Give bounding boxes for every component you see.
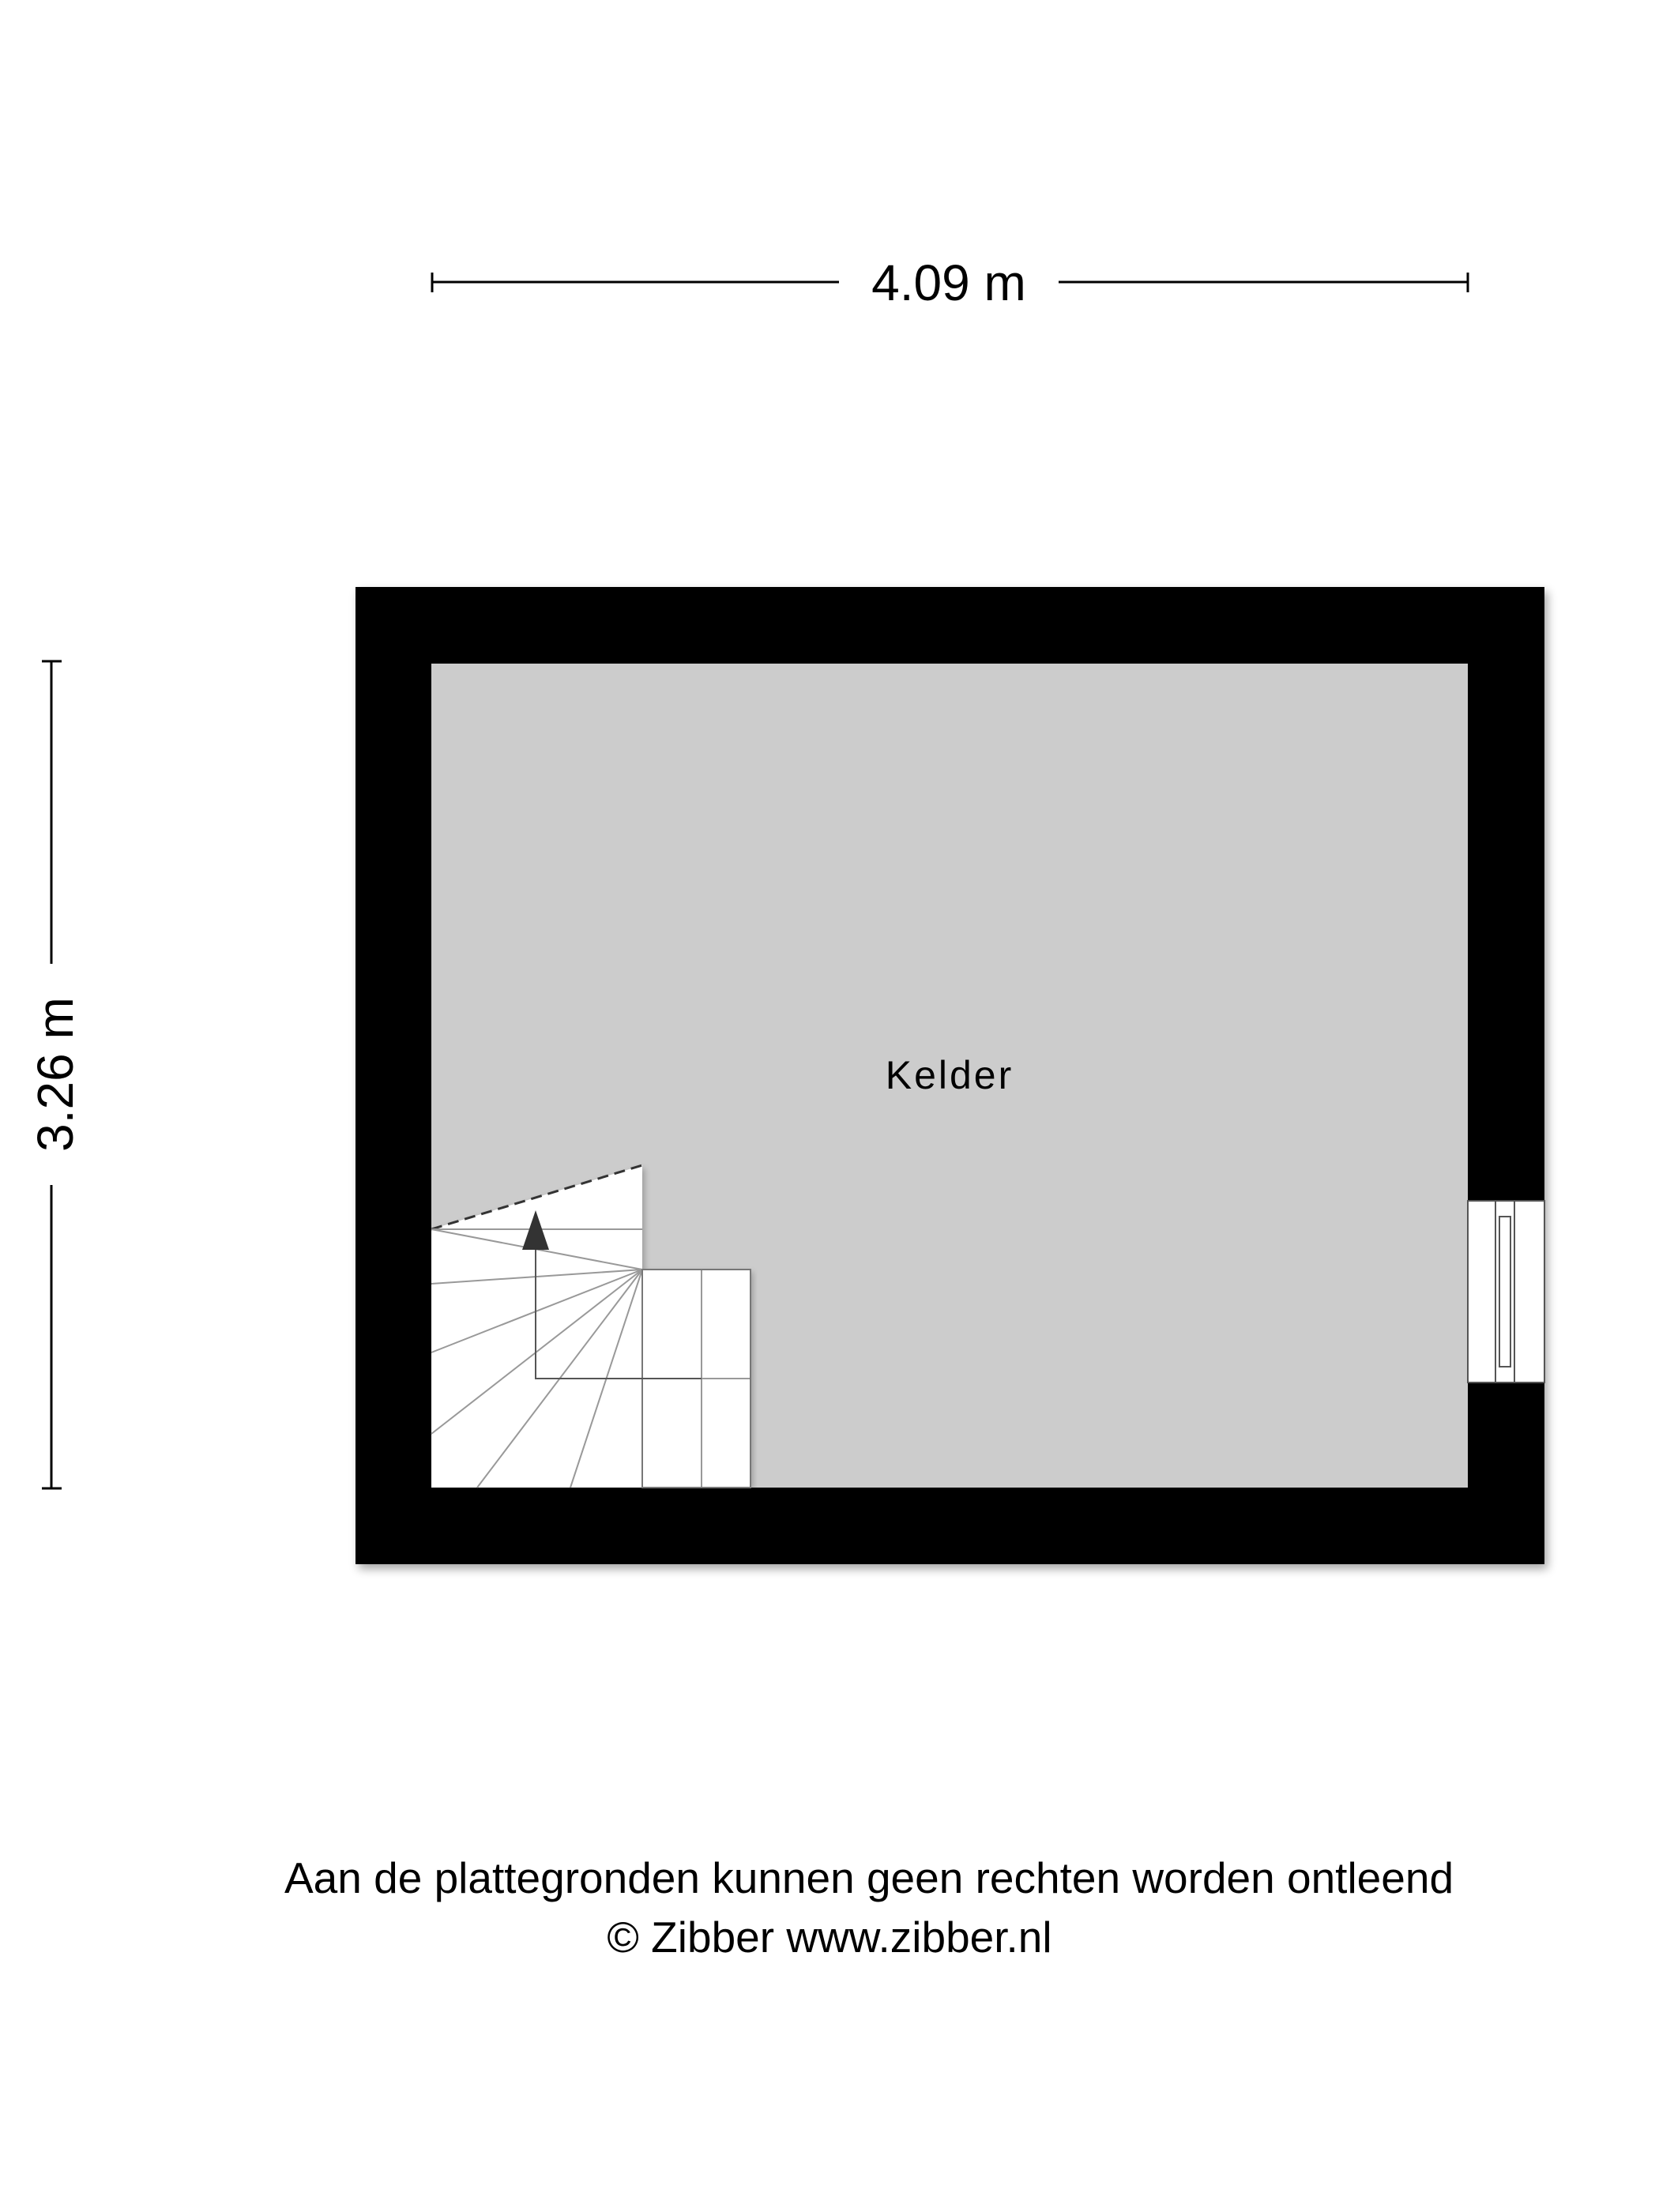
window-pane xyxy=(1499,1217,1510,1367)
window xyxy=(1468,1201,1544,1382)
room-label-kelder: Kelder xyxy=(885,1053,1014,1097)
width-dimension-label: 4.09 m xyxy=(871,254,1026,311)
copyright-text: © Zibber www.zibber.nl xyxy=(607,1913,1052,1962)
height-dimension-label: 3.26 m xyxy=(27,997,84,1152)
width-dimension xyxy=(432,254,1468,311)
height-dimension xyxy=(27,661,84,1488)
disclaimer-text: Aan de plattegronden kunnen geen rechten worden ontleend xyxy=(284,1853,1454,1902)
